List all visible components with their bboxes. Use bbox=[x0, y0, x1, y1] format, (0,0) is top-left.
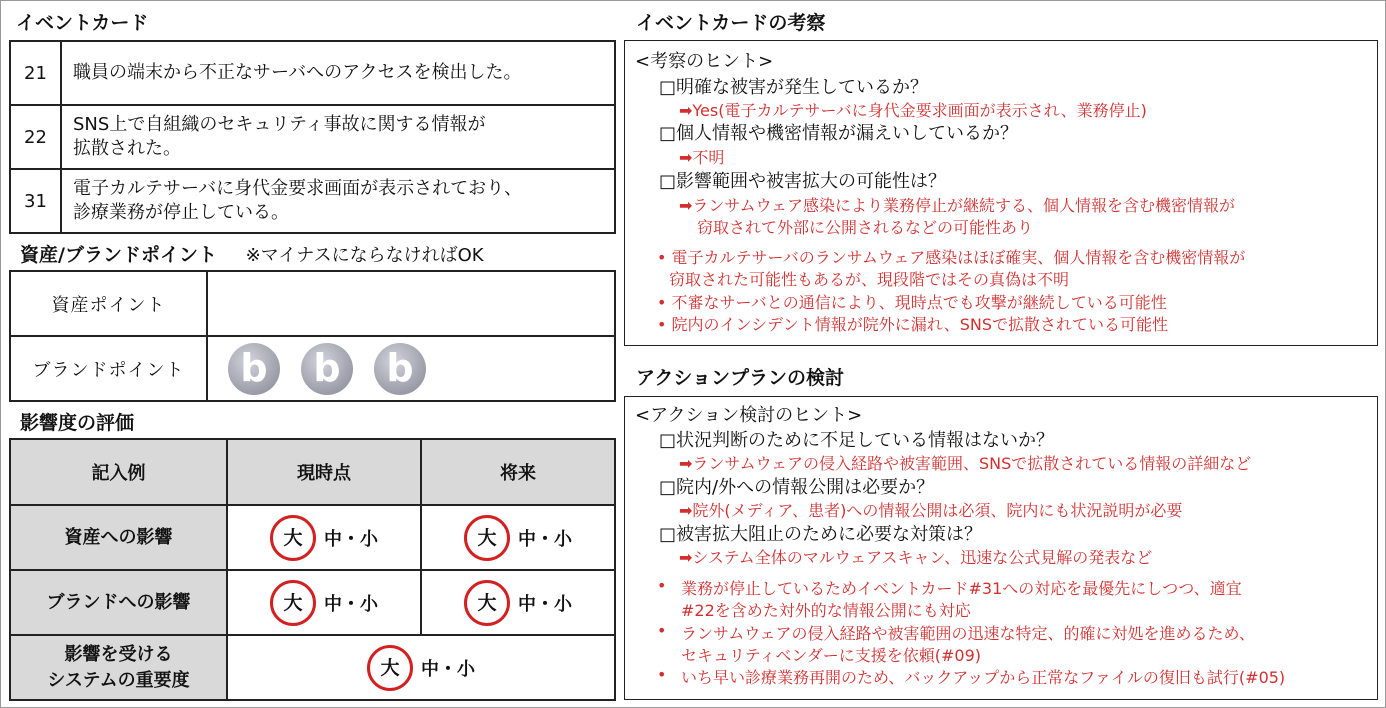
points-title-line bbox=[20, 240, 484, 267]
brand-point-icon: b bbox=[228, 343, 280, 395]
asset-point-label: 資産ポイント bbox=[10, 271, 207, 336]
rating-options: 中・小 bbox=[518, 593, 572, 615]
asset-point-row bbox=[10, 271, 615, 336]
consideration-answer: 窃取されて外部に公開されるなどの可能性あり bbox=[697, 218, 1034, 237]
event-text bbox=[61, 169, 615, 233]
rating-options: 中・小 bbox=[421, 658, 475, 680]
consideration-question: □個人情報や機密情報が漏えいしているか？ bbox=[659, 123, 1019, 144]
action-question: □状況判断のために不足している情報はないか？ bbox=[659, 430, 1055, 451]
action-question: □院内/外への情報公開は必要か？ bbox=[659, 477, 935, 498]
event-text-line: 診療業務が停止している。 bbox=[73, 202, 289, 223]
action-bullet-marker: • bbox=[657, 576, 667, 595]
impact-cell-future[interactable] bbox=[421, 570, 615, 635]
event-text bbox=[61, 105, 615, 169]
action-answer: ➡システム全体のマルウェアスキャン、迅速な公式見解の発表など bbox=[679, 548, 1153, 567]
rating-options: 中・小 bbox=[324, 528, 378, 550]
impact-row-label: ブランドへの影響 bbox=[10, 570, 227, 635]
points-note: ※マイナスにならなければOK bbox=[245, 245, 484, 266]
circled-rating: 大 bbox=[464, 580, 510, 626]
event-row bbox=[10, 169, 615, 233]
consideration-question: □明確な被害が発生しているか？ bbox=[659, 77, 929, 98]
impact-row-label bbox=[10, 635, 227, 700]
brand-point-value bbox=[207, 336, 615, 401]
impact-header-now: 現時点 bbox=[227, 439, 421, 505]
event-row bbox=[10, 41, 615, 105]
impact-header-example: 記入例 bbox=[10, 439, 227, 505]
impact-cell-now[interactable] bbox=[227, 570, 421, 635]
impact-cell-now[interactable] bbox=[227, 505, 421, 570]
action-plan-box bbox=[624, 396, 1378, 700]
impact-row-system bbox=[10, 635, 615, 700]
action-bullet: ランサムウェアの侵入経路や被害範囲の迅速な特定、的確に対処を進めるため、 bbox=[681, 624, 1255, 643]
brand-point-icon: b bbox=[374, 343, 426, 395]
action-question: □被害拡大阻止のために必要な対策は？ bbox=[659, 524, 983, 545]
circled-rating: 大 bbox=[270, 515, 316, 561]
rating-options: 中・小 bbox=[324, 593, 378, 615]
event-text: 職員の端末から不正なサーバへのアクセスを検出した。 bbox=[61, 41, 615, 105]
impact-title: 影響度の評価 bbox=[20, 412, 135, 434]
action-bullet-marker: • bbox=[657, 665, 667, 684]
event-text-line: SNS上で自組織のセキュリティ事故に関する情報が bbox=[73, 114, 486, 135]
consideration-answer: ➡ランサムウェア感染により業務停止が継続する、個人情報を含む機密情報が bbox=[679, 196, 1235, 215]
impact-row-asset bbox=[10, 505, 615, 570]
consideration-question: □影響範囲や被害拡大の可能性は？ bbox=[659, 171, 947, 192]
action-bullet-marker: • bbox=[657, 621, 667, 640]
event-number: 21 bbox=[10, 41, 61, 105]
event-text-line: 拡散された。 bbox=[73, 138, 181, 159]
impact-row-label-line: 影響を受ける bbox=[64, 643, 173, 665]
rating-options: 中・小 bbox=[518, 528, 572, 550]
brand-point-row bbox=[10, 336, 615, 401]
consideration-box bbox=[624, 40, 1378, 346]
event-card-table bbox=[9, 40, 616, 234]
action-plan-title: アクションプランの検討 bbox=[636, 367, 845, 389]
impact-table bbox=[9, 438, 616, 701]
impact-row-label-line: システムの重要度 bbox=[47, 669, 190, 691]
brand-point-icon: b bbox=[301, 343, 353, 395]
action-hint-title: <アクション検討のヒント> bbox=[635, 405, 863, 426]
consideration-answer: ➡不明 bbox=[679, 148, 725, 167]
asset-point-value[interactable] bbox=[207, 271, 615, 336]
consideration-title: イベントカードの考察 bbox=[636, 12, 826, 34]
action-bullet: セキュリティベンダーに支援を依頼(#09) bbox=[681, 646, 982, 665]
consideration-bullet: 窃取された可能性もあるが、現段階ではその真偽は不明 bbox=[669, 270, 1070, 289]
consideration-answer: ➡Yes(電子カルテサーバに身代金要求画面が表示され、業務停止) bbox=[679, 101, 1147, 120]
consideration-bullet: • 電子カルテサーバのランサムウェア感染はほぼ確実、個人情報を含む機密情報が bbox=[657, 248, 1246, 267]
circled-rating: 大 bbox=[270, 580, 316, 626]
impact-row-brand bbox=[10, 570, 615, 635]
event-number: 22 bbox=[10, 105, 61, 169]
event-text-line: 電子カルテサーバに身代金要求画面が表示されており、 bbox=[73, 178, 523, 199]
points-table bbox=[9, 270, 616, 402]
event-card-title: イベントカード bbox=[16, 12, 149, 34]
impact-header-future: 将来 bbox=[421, 439, 615, 505]
event-number: 31 bbox=[10, 169, 61, 233]
circled-rating: 大 bbox=[367, 645, 413, 691]
impact-row-label: 資産への影響 bbox=[10, 505, 227, 570]
impact-cell-system[interactable] bbox=[227, 635, 615, 700]
impact-header-row bbox=[10, 439, 615, 505]
consideration-bullet: • 不審なサーバとの通信により、現時点でも攻撃が継続している可能性 bbox=[657, 293, 1167, 312]
event-row bbox=[10, 105, 615, 169]
action-answer: ➡ランサムウェアの侵入経路や被害範囲、SNSで拡散されている情報の詳細など bbox=[679, 454, 1252, 473]
consideration-bullet: • 院内のインシデント情報が院外に漏れ、SNSで拡散されている可能性 bbox=[657, 315, 1169, 334]
points-title: 資産/ブランドポイント bbox=[20, 244, 217, 266]
brand-point-label: ブランドポイント bbox=[10, 336, 207, 401]
circled-rating: 大 bbox=[464, 515, 510, 561]
action-bullet: 業務が停止しているためイベントカード#31への対応を最優先にしつつ、適宜 bbox=[681, 579, 1242, 598]
consideration-hint-title: <考察のヒント> bbox=[635, 51, 774, 72]
action-bullet: #22を含めた対外的な情報公開にも対応 bbox=[681, 601, 971, 620]
impact-cell-future[interactable] bbox=[421, 505, 615, 570]
action-bullet: いち早い診療業務再開のため、バックアップから正常なファイルの復旧も試行(#05) bbox=[681, 668, 1286, 687]
action-answer: ➡院外(メディア、患者)への情報公開は必須、院内にも状況説明が必要 bbox=[679, 501, 1183, 520]
